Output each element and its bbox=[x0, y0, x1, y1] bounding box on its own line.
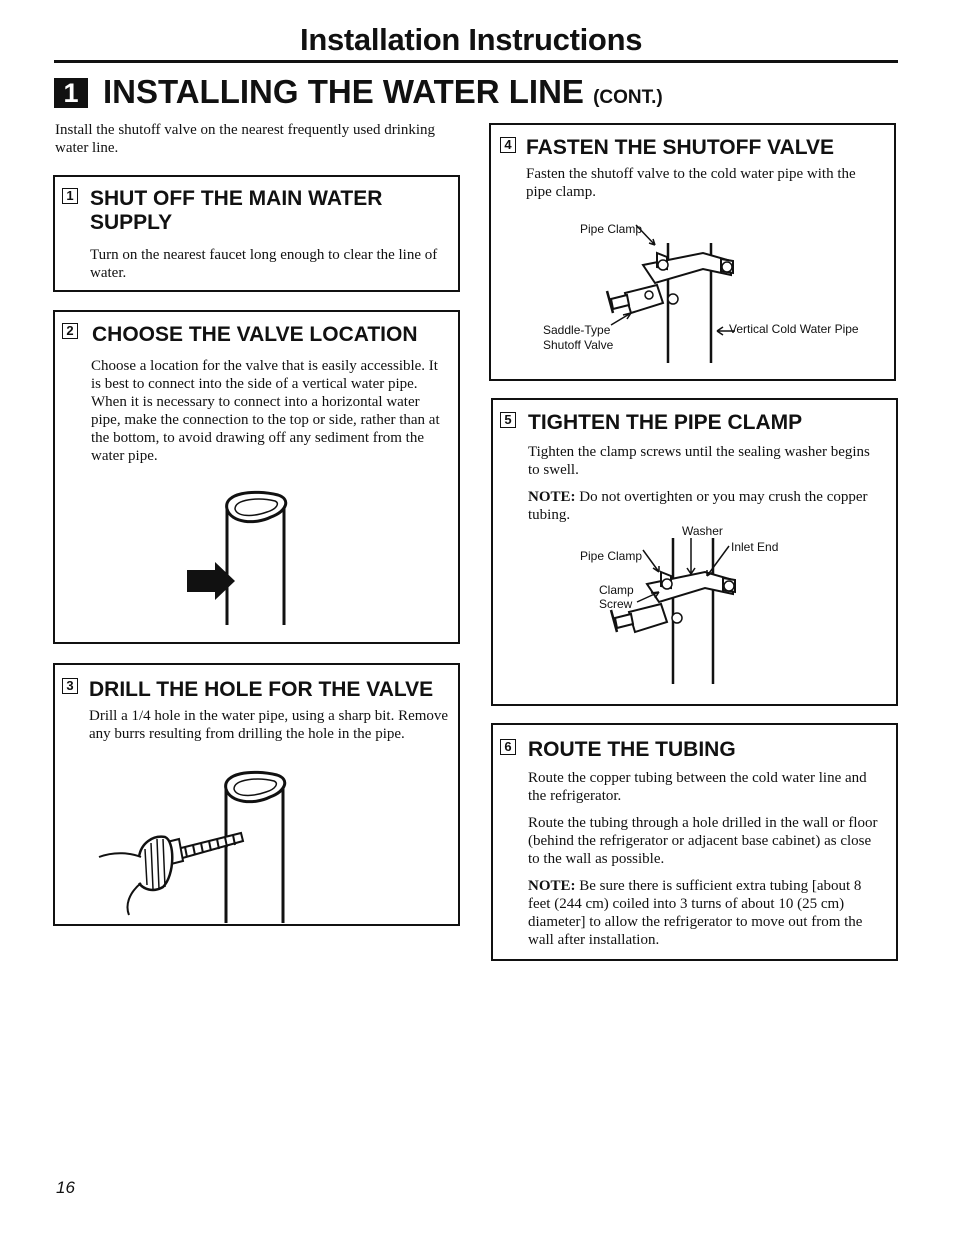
page-number: 16 bbox=[56, 1178, 75, 1197]
step-2-number: 2 bbox=[62, 323, 78, 339]
label-washer: Washer bbox=[682, 524, 723, 538]
step-5-note bbox=[528, 488, 878, 524]
header-rule bbox=[54, 60, 898, 63]
label-saddle-2: Shutoff Valve bbox=[543, 338, 614, 352]
label-clamp-1: Clamp bbox=[599, 583, 634, 597]
step-6-box bbox=[491, 723, 898, 961]
step-2-box bbox=[53, 310, 460, 644]
section-intro: Install the shutoff valve on the nearest frequently used drinking water line. bbox=[55, 122, 436, 156]
step-6-note-text: Be sure there is sufficient extra tubing [about 8 feet (244 cm) coiled into 3 turns of about 10 (25 cm) diameter] to allow the refrigerator to move out from the wall after installation. bbox=[528, 878, 863, 948]
step-3-box bbox=[53, 663, 460, 926]
step-2-title: CHOOSE THE VALVE LOCATION bbox=[92, 323, 418, 346]
step-6-body-1: Route the copper tubing between the cold water line and the refrigerator. bbox=[528, 770, 867, 804]
step-3-body: Drill a 1/4 hole in the water pipe, using a sharp bit. Remove any burrs resulting from drilling the hole in the pipe. bbox=[89, 708, 449, 742]
step-4-box bbox=[489, 123, 896, 381]
label-saddle-1: Saddle-Type bbox=[543, 323, 611, 337]
step-6-note-label: NOTE: bbox=[528, 878, 576, 894]
arrow-icon bbox=[185, 562, 245, 602]
step-3-number: 3 bbox=[62, 678, 78, 694]
step-1-box bbox=[53, 175, 460, 292]
step-6-title: ROUTE THE TUBING bbox=[528, 738, 736, 761]
step-5-body: Tighten the clamp screws until the sealing washer begins to swell. bbox=[528, 444, 870, 478]
step-2-body: Choose a location for the valve that is easily accessible. It is best to connect into the side of a vertical water pipe. When it is necessary to connect into a horizontal water pipe, make the connection to the top or side, rather than at the bottom, to avoid drawing off any sediment from the water pipe. bbox=[91, 358, 440, 464]
step-4-body: Fasten the shutoff valve to the cold water pipe with the pipe clamp. bbox=[526, 166, 856, 200]
section-title bbox=[103, 73, 663, 111]
page-header-title: Installation Instructions bbox=[300, 22, 643, 57]
label-pipe-clamp-5: Pipe Clamp bbox=[580, 549, 643, 563]
valve-icon bbox=[603, 223, 803, 363]
step-6-number: 6 bbox=[500, 739, 516, 755]
drill-icon bbox=[95, 765, 335, 925]
label-vertical-pipe: Vertical Cold Water Pipe bbox=[729, 322, 859, 336]
step-4-title: FASTEN THE SHUTOFF VALVE bbox=[526, 136, 835, 159]
step-1-body: Turn on the nearest faucet long enough to clear the line of water. bbox=[90, 247, 438, 281]
step-5-number: 5 bbox=[500, 412, 516, 428]
label-clamp-2: Screw bbox=[599, 597, 633, 611]
step-6-note bbox=[528, 877, 880, 949]
step-5-note-text: Do not overtighten or you may crush the copper tubing. bbox=[528, 489, 868, 523]
step-6-body bbox=[528, 769, 880, 958]
step-5-title: TIGHTEN THE PIPE CLAMP bbox=[528, 411, 803, 434]
step-6-body-2: Route the tubing through a hole drilled in the wall or floor (behind the refrigerator or adjacent base cabinet) as close to the wall as possible. bbox=[528, 815, 878, 867]
section-number-badge: 1 bbox=[54, 78, 88, 108]
section-title-cont: (CONT.) bbox=[593, 87, 663, 108]
section-title-text: INSTALLING THE WATER LINE bbox=[103, 73, 584, 110]
label-inlet-end: Inlet End bbox=[731, 540, 779, 554]
clamp-icon bbox=[603, 538, 803, 688]
step-4-number: 4 bbox=[500, 137, 516, 153]
step-1-number: 1 bbox=[62, 188, 78, 204]
step-5-box bbox=[491, 398, 898, 706]
step-5-note-label: NOTE: bbox=[528, 489, 576, 505]
label-pipe-clamp: Pipe Clamp bbox=[580, 222, 643, 236]
step-3-title: DRILL THE HOLE FOR THE VALVE bbox=[89, 678, 434, 701]
step-1-title: SHUT OFF THE MAIN WATER SUPPLY bbox=[90, 187, 383, 234]
